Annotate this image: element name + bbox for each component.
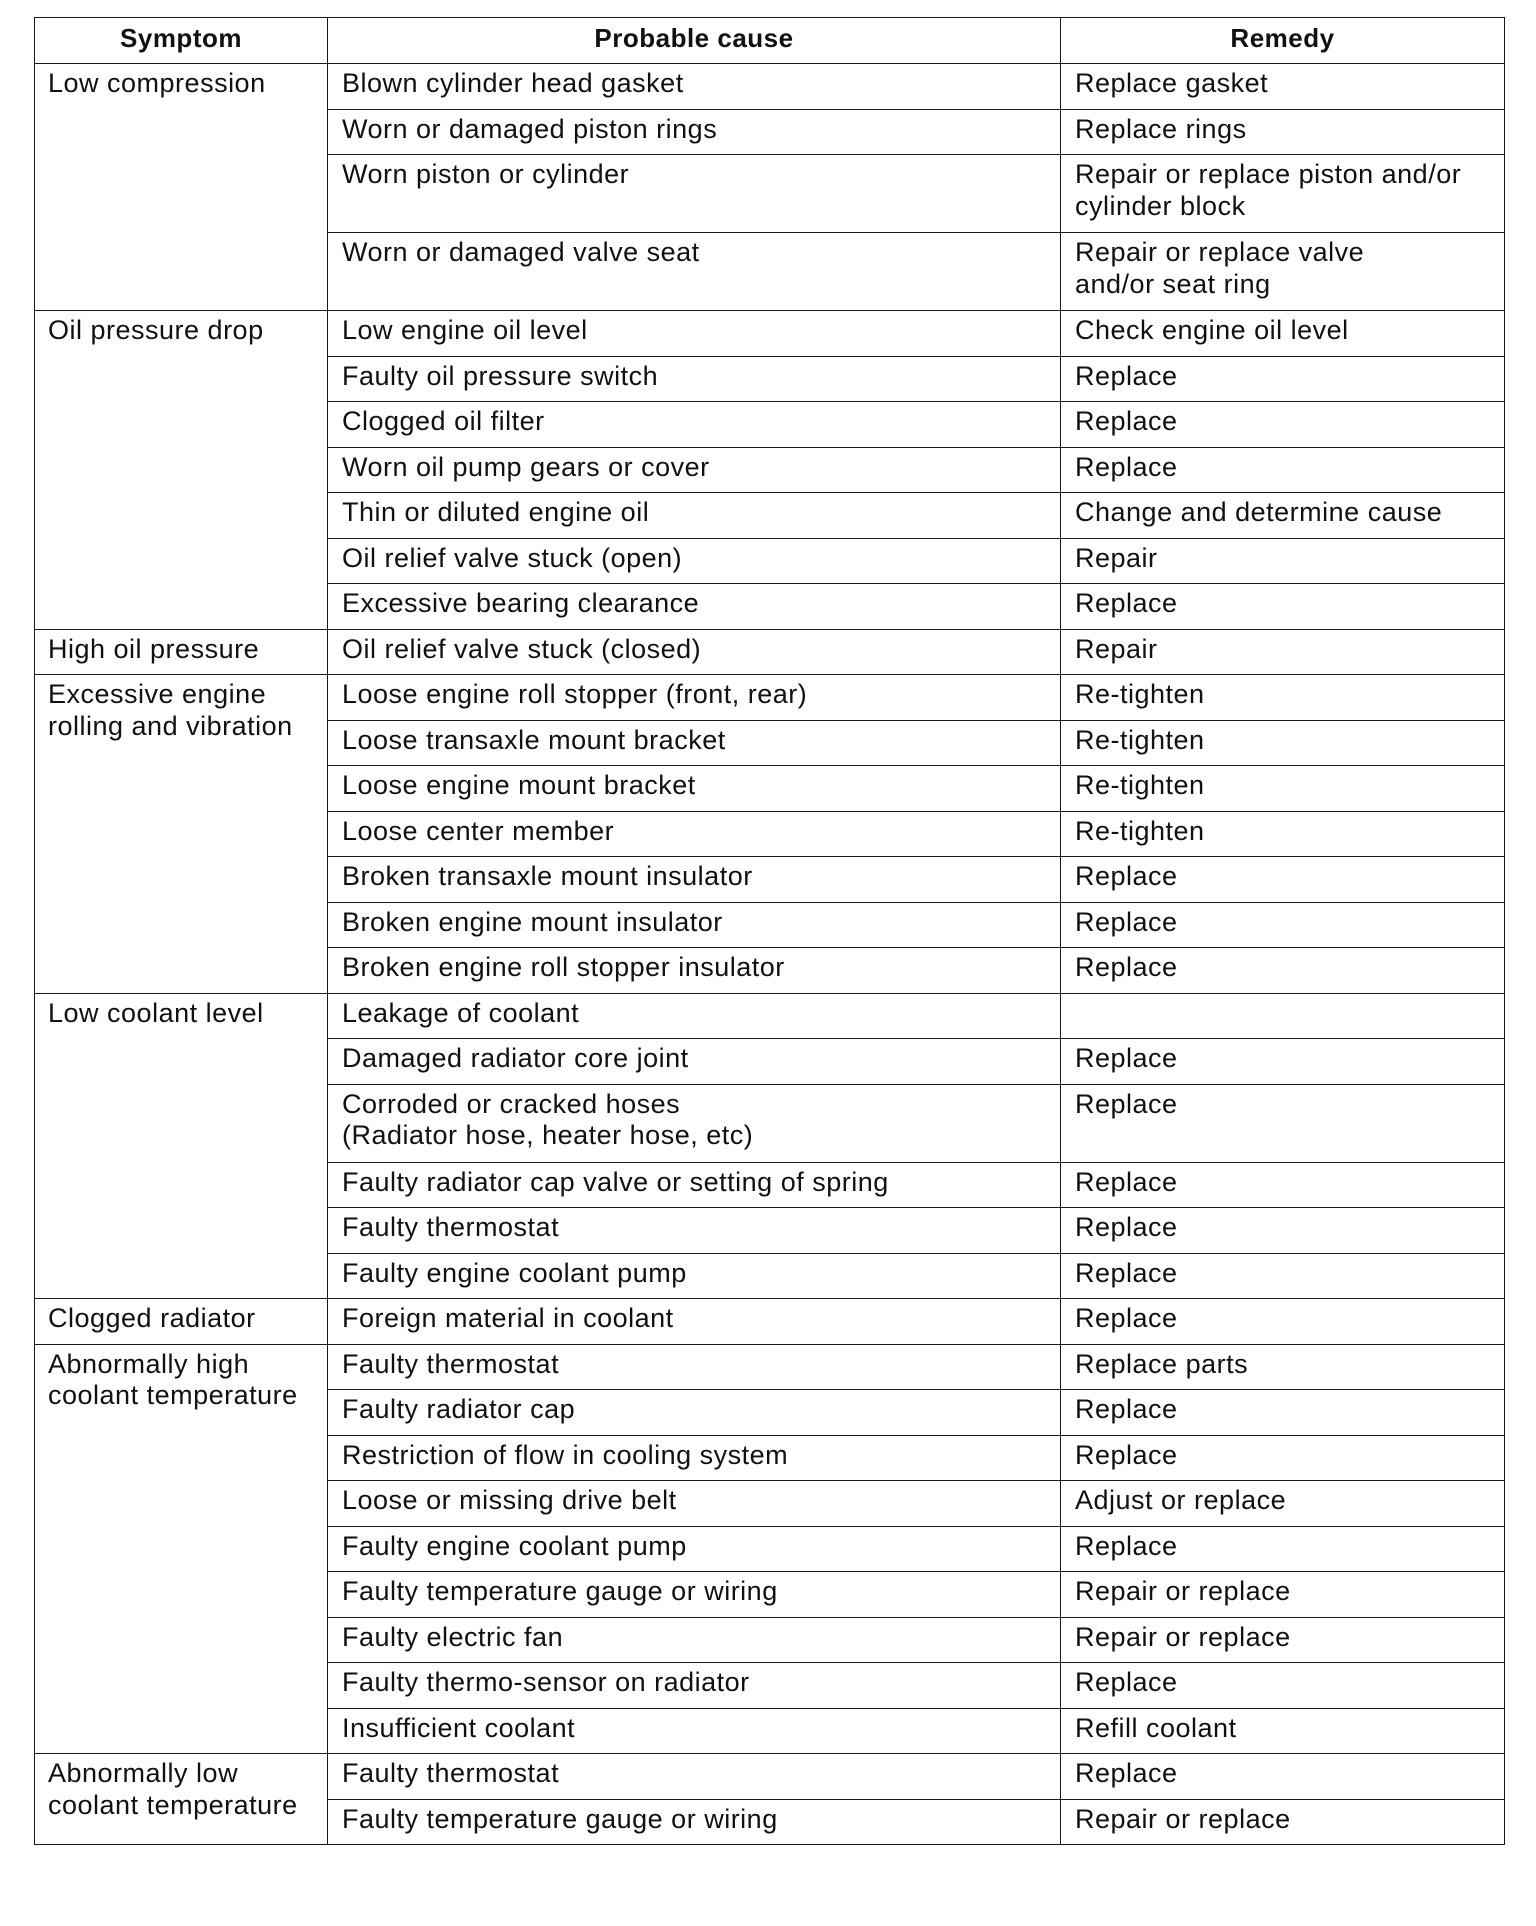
remedy-cell — [1061, 993, 1505, 1039]
table-row — [35, 311, 1505, 357]
remedy-cell: Change and determine cause — [1061, 493, 1505, 539]
remedy-cell: Re-tighten — [1061, 811, 1505, 857]
symptom-cell: Oil pressure drop — [35, 311, 328, 630]
probable-cause-cell: Worn oil pump gears or cover — [328, 447, 1061, 493]
symptom-cell: Abnormally high coolant temperature — [35, 1344, 328, 1754]
symptom-cell: Clogged radiator — [35, 1299, 328, 1345]
symptom-cell: Low compression — [35, 64, 328, 311]
remedy-cell: Replace — [1061, 902, 1505, 948]
table-row — [35, 1299, 1505, 1345]
probable-cause-cell: Worn or damaged piston rings — [328, 109, 1061, 155]
remedy-column-header: Remedy — [1061, 18, 1505, 64]
remedy-cell: Replace — [1061, 857, 1505, 903]
probable-cause-cell: Leakage of coolant — [328, 993, 1061, 1039]
remedy-cell: Replace — [1061, 1526, 1505, 1572]
remedy-cell: Replace — [1061, 1162, 1505, 1208]
probable-cause-cell: Broken engine roll stopper insulator — [328, 948, 1061, 994]
remedy-cell: Repair — [1061, 538, 1505, 584]
header-row — [35, 18, 1505, 64]
probable-cause-cell: Faulty radiator cap valve or setting of spring — [328, 1162, 1061, 1208]
remedy-cell: Repair or replace — [1061, 1572, 1505, 1618]
remedy-cell: Replace — [1061, 447, 1505, 493]
table-row — [35, 1754, 1505, 1800]
symptom-cell: Low coolant level — [35, 993, 328, 1299]
remedy-cell: Re-tighten — [1061, 675, 1505, 721]
remedy-cell: Replace — [1061, 1754, 1505, 1800]
probable-cause-cell: Faulty engine coolant pump — [328, 1526, 1061, 1572]
remedy-cell: Replace — [1061, 1663, 1505, 1709]
remedy-cell: Replace — [1061, 356, 1505, 402]
table-row — [35, 675, 1505, 721]
symptom-cell: High oil pressure — [35, 629, 328, 675]
probable-cause-cell: Faulty temperature gauge or wiring — [328, 1799, 1061, 1845]
probable-cause-cell: Loose or missing drive belt — [328, 1481, 1061, 1527]
remedy-cell: Replace — [1061, 948, 1505, 994]
probable-cause-cell: Insufficient coolant — [328, 1708, 1061, 1754]
probable-cause-cell: Oil relief valve stuck (open) — [328, 538, 1061, 584]
table-row — [35, 1344, 1505, 1390]
remedy-cell: Adjust or replace — [1061, 1481, 1505, 1527]
table-row — [35, 629, 1505, 675]
remedy-cell: Replace — [1061, 1253, 1505, 1299]
probable-cause-cell: Loose engine mount bracket — [328, 766, 1061, 812]
remedy-cell: Replace gasket — [1061, 64, 1505, 110]
probable-cause-cell: Worn or damaged valve seat — [328, 233, 1061, 311]
probable-cause-cell: Excessive bearing clearance — [328, 584, 1061, 630]
probable-cause-cell: Worn piston or cylinder — [328, 155, 1061, 233]
probable-cause-cell: Faulty thermostat — [328, 1754, 1061, 1800]
remedy-cell: Replace — [1061, 1208, 1505, 1254]
probable-cause-cell: Broken engine mount insulator — [328, 902, 1061, 948]
remedy-cell: Re-tighten — [1061, 720, 1505, 766]
remedy-cell: Replace — [1061, 1390, 1505, 1436]
remedy-cell: Replace — [1061, 1084, 1505, 1162]
probable-cause-cell: Broken transaxle mount insulator — [328, 857, 1061, 903]
remedy-cell: Re-tighten — [1061, 766, 1505, 812]
probable-cause-cell: Faulty radiator cap — [328, 1390, 1061, 1436]
table-row — [35, 64, 1505, 110]
symptom-cell: Abnormally low coolant temperature — [35, 1754, 328, 1845]
probable-cause-cell: Thin or diluted engine oil — [328, 493, 1061, 539]
remedy-cell: Check engine oil level — [1061, 311, 1505, 357]
probable-cause-cell: Damaged radiator core joint — [328, 1039, 1061, 1085]
probable-cause-cell: Loose transaxle mount bracket — [328, 720, 1061, 766]
probable-cause-cell: Faulty oil pressure switch — [328, 356, 1061, 402]
troubleshooting-table — [34, 17, 1505, 1845]
remedy-cell: Repair or replace — [1061, 1799, 1505, 1845]
remedy-cell: Replace parts — [1061, 1344, 1505, 1390]
table-body — [35, 64, 1505, 1845]
remedy-cell: Repair — [1061, 629, 1505, 675]
probable-cause-cell: Faulty thermostat — [328, 1344, 1061, 1390]
remedy-cell: Replace — [1061, 402, 1505, 448]
remedy-cell: Replace — [1061, 1299, 1505, 1345]
probable-cause-cell: Restriction of flow in cooling system — [328, 1435, 1061, 1481]
remedy-cell: Repair or replace piston and/or cylinder block — [1061, 155, 1505, 233]
symptom-column-header: Symptom — [35, 18, 328, 64]
table-header — [35, 18, 1505, 64]
remedy-cell: Replace — [1061, 1435, 1505, 1481]
probable-cause-column-header: Probable cause — [328, 18, 1061, 64]
probable-cause-cell: Faulty engine coolant pump — [328, 1253, 1061, 1299]
remedy-cell: Repair or replace — [1061, 1617, 1505, 1663]
remedy-cell: Replace — [1061, 584, 1505, 630]
probable-cause-cell: Loose center member — [328, 811, 1061, 857]
probable-cause-cell: Oil relief valve stuck (closed) — [328, 629, 1061, 675]
probable-cause-cell: Corroded or cracked hoses (Radiator hose, heater hose, etc) — [328, 1084, 1061, 1162]
probable-cause-cell: Low engine oil level — [328, 311, 1061, 357]
probable-cause-cell: Clogged oil filter — [328, 402, 1061, 448]
remedy-cell: Refill coolant — [1061, 1708, 1505, 1754]
remedy-cell: Replace — [1061, 1039, 1505, 1085]
probable-cause-cell: Faulty temperature gauge or wiring — [328, 1572, 1061, 1618]
probable-cause-cell: Foreign material in coolant — [328, 1299, 1061, 1345]
remedy-cell: Replace rings — [1061, 109, 1505, 155]
symptom-cell: Excessive engine rolling and vibration — [35, 675, 328, 994]
probable-cause-cell: Faulty thermostat — [328, 1208, 1061, 1254]
probable-cause-cell: Faulty electric fan — [328, 1617, 1061, 1663]
remedy-cell: Repair or replace valve and/or seat ring — [1061, 233, 1505, 311]
troubleshooting-sheet — [34, 17, 1504, 1845]
probable-cause-cell: Faulty thermo-sensor on radiator — [328, 1663, 1061, 1709]
probable-cause-cell: Blown cylinder head gasket — [328, 64, 1061, 110]
table-row — [35, 993, 1505, 1039]
probable-cause-cell: Loose engine roll stopper (front, rear) — [328, 675, 1061, 721]
